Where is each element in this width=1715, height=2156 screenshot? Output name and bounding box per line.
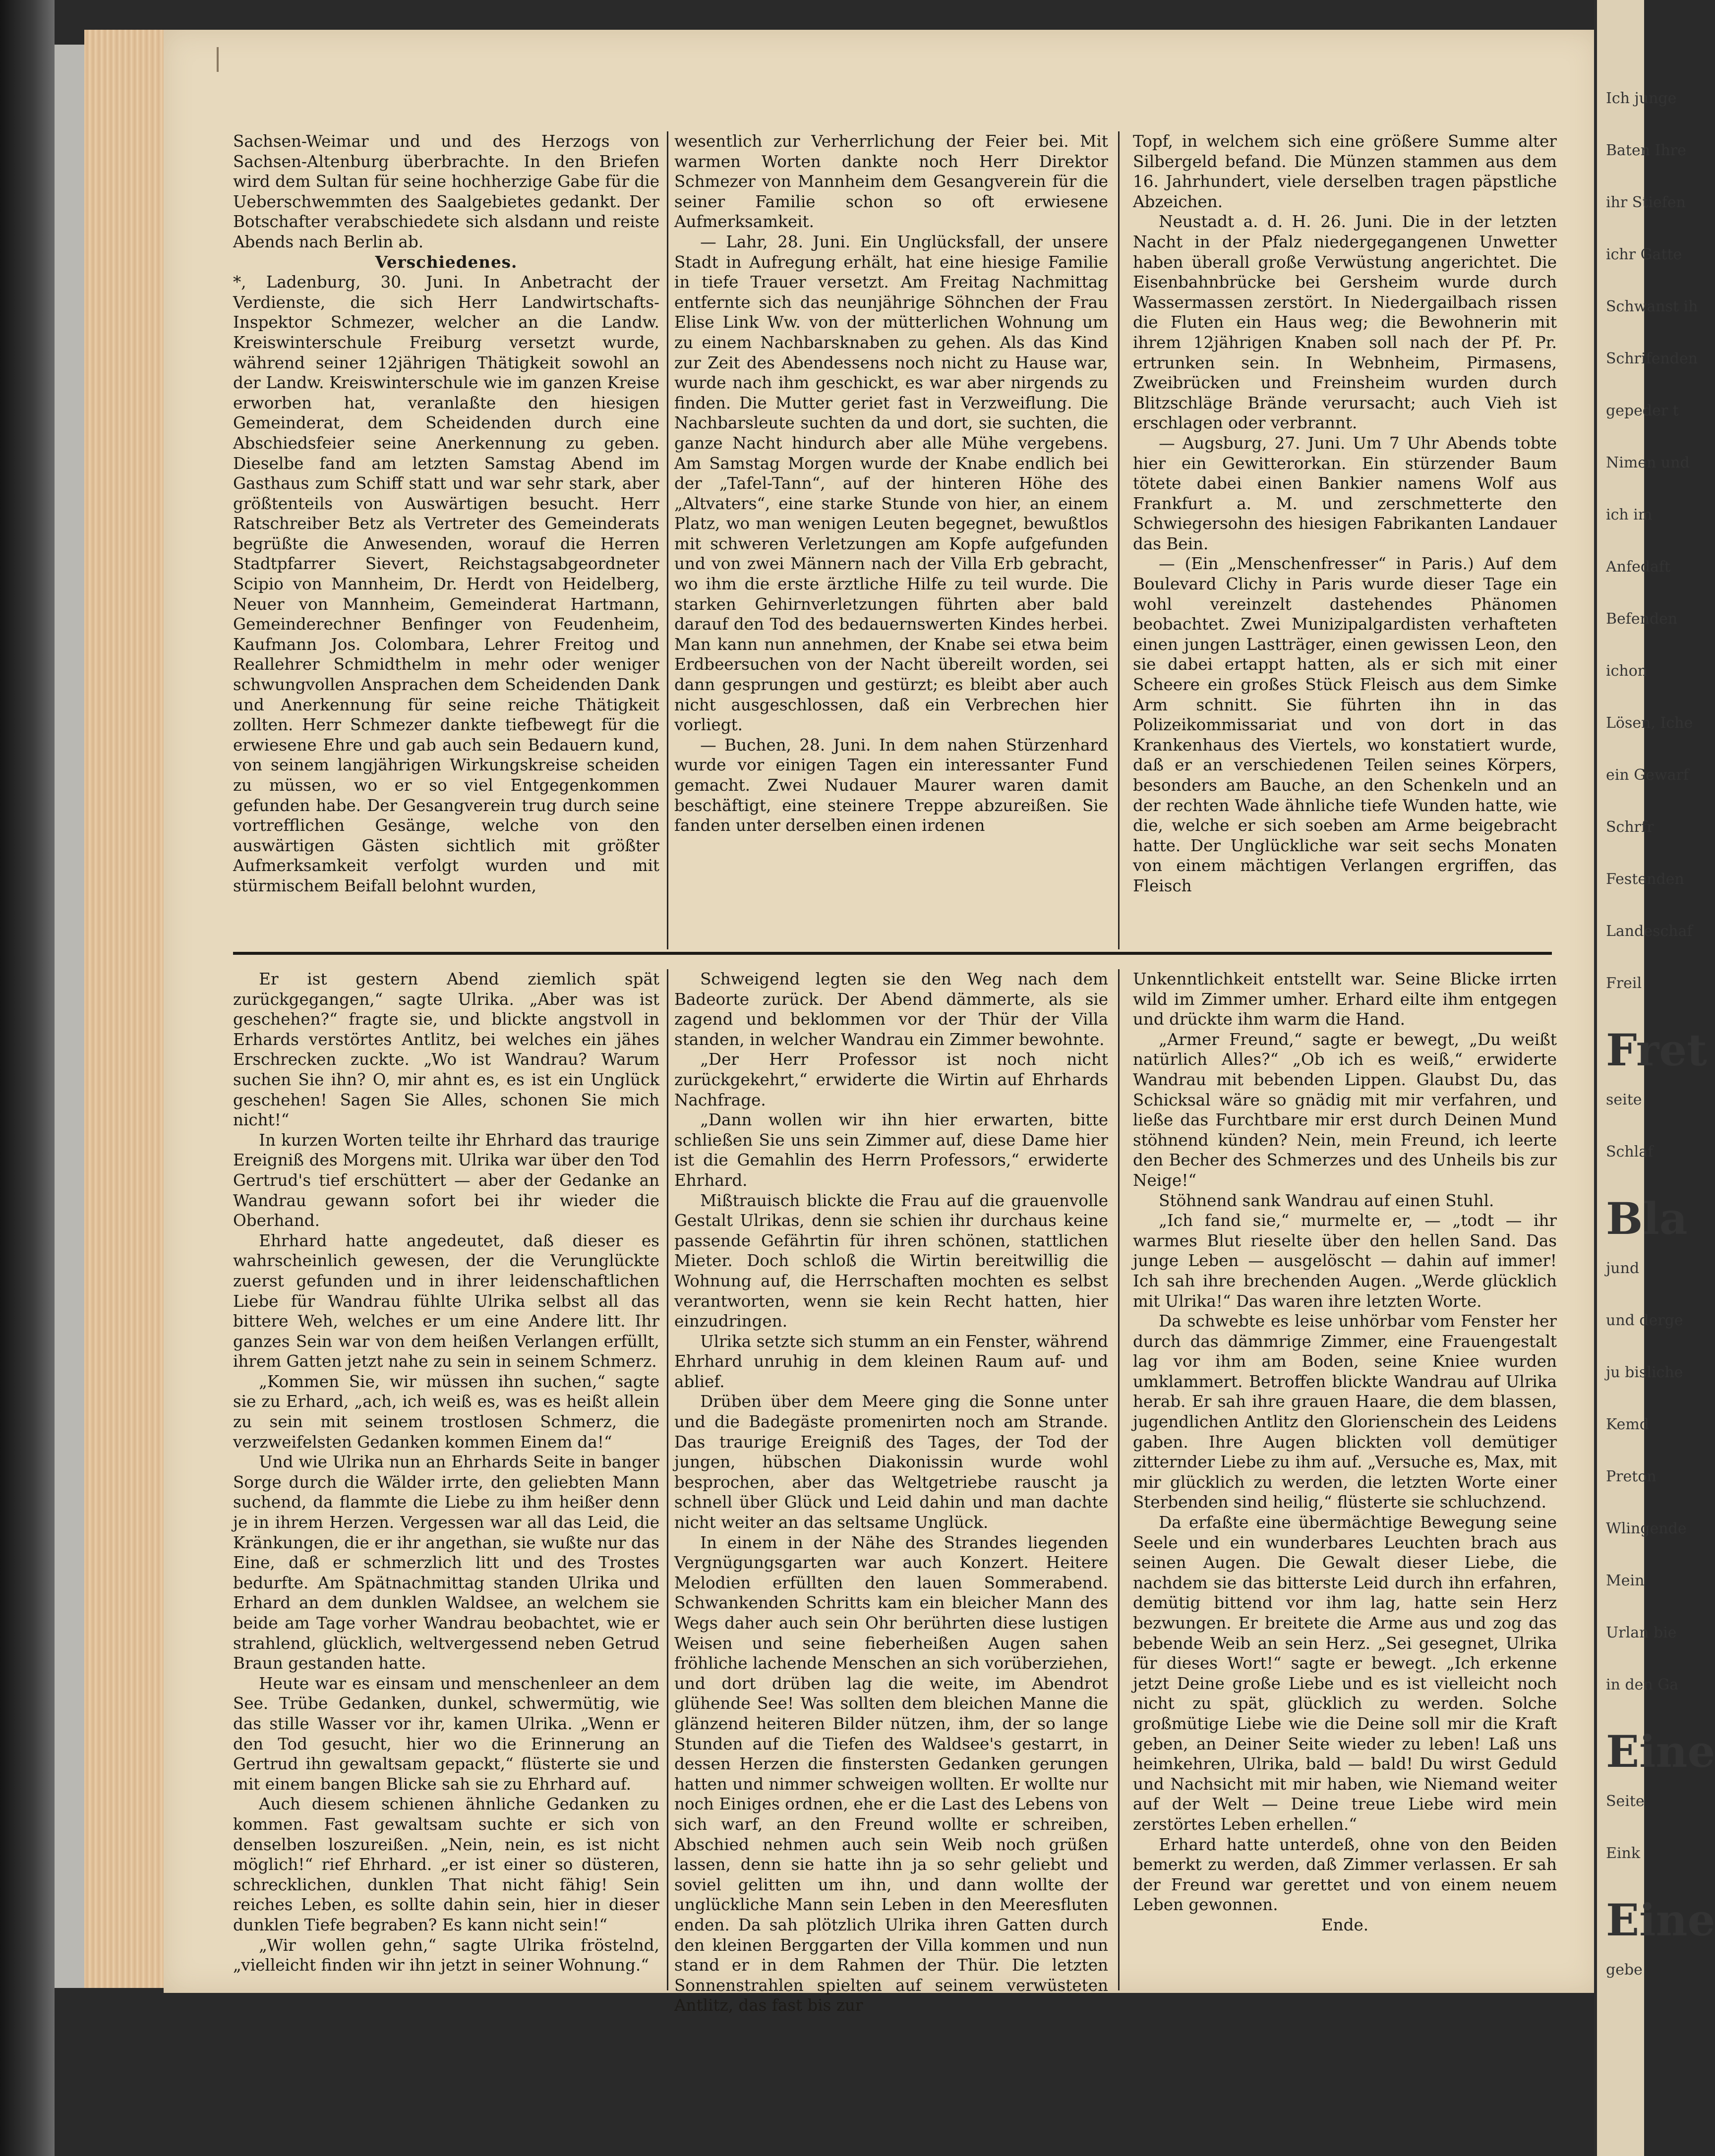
adjacent-page-fragment: Ich junge [1606, 90, 1677, 107]
adjacent-page-fragment: Landeschaf [1606, 923, 1693, 940]
article-paragraph: Stöhnend sank Wandrau auf einen Stuhl. [1159, 1191, 1494, 1210]
article-paragraph: Erhard hatte unterdeß, ohne von den Beiden bemerkt zu werden, daß Zimmer verlassen. Er sah der Freund war gerettet und von einem neuem Leben gewonnen. [1133, 1835, 1557, 1915]
article-paragraph: Schweigend legten sie den Weg nach dem Badeorte zurück. Der Abend dämmerte, als sie zagend und beklommen vor der Thür der Villa standen, in welcher Wandrau ein Zimmer bewohnte. [674, 970, 1108, 1049]
article-paragraph: Da schwebte es leise unhörbar vom Fenster her durch das dämmrige Zimmer, eine Frauengestalt lag vor ihm am Boden, seine Kniee wurden umklammert. Betroffen blickte Wandrau auf Ulrika herab. Er sah ihre grauen Haare, die dem blassen, jugendlichen Antlitz den Glorienschein des Leidens gaben. Ihre Augen blickten voll demütiger zitternder Liebe zu ihm auf. „Versuche es, Max, mit mir glücklich zu werden, die letzten Worte einer Sterbenden sind heilig,“ flüsterte sie schluchzend. [1133, 1312, 1557, 1512]
adjacent-page-fragment: Baten Ihre [1606, 142, 1686, 159]
adjacent-page-fragment: Befenden [1606, 610, 1678, 628]
article-paragraph: Auch diesem schienen ähnliche Gedanken zu kommen. Fast gewaltsam suchte er sich von denselben loszureißen. „Nein, nein, es ist nicht möglich!“ rief Ehrhard. „er ist einer so düsteren, schrecklichen, dunklen That nicht fähig! Sein reiches Leben, es sollte dahin sein, hier in dieser dunklen Tiefe begraben? Es kann nicht sein!“ [233, 1795, 659, 1934]
adjacent-page-fragment: ju bisliche [1606, 1364, 1683, 1381]
adjacent-page-fragment: gepeder t [1606, 402, 1679, 419]
adjacent-page-fragment: und derge [1606, 1312, 1683, 1329]
book-binding [0, 0, 55, 2156]
news-column-3 [1133, 131, 1557, 949]
article-paragraph: *, Ladenburg, 30. Juni. In Anbetracht der Verdienste, die sich Herr Landwirtschafts-Inspektor Schmezer, welcher an die Landw. Kreiswinterschule Freiburg versetzt wurde, während seiner 12jährigen Thätigkeit sowohl an der Landw. Kreiswinterschule wie im ganzen Kreise erworben hat, veranlaßte den hiesigen Gemeinderat, dem Scheidenden durch eine Abschiedsfeier seine Anerkennung zu geben. Dieselbe fand am letzten Samstag Abend im Gasthaus zum Schiff statt und war sehr stark, aber größtenteils von Auswärtigen besucht. Herr Ratschreiber Betz als Vertreter des Gemeinderats begrüßte die Anwesenden, worauf die Herren Stadtpfarrer Sievert, Reichstagsabgeordneter Scipio von Mannheim, Dr. Herdt von Heidelberg, Neuer von Mannheim, Gemeinderat Hartmann, Gemeinderechner Benfinger von Feudenheim, Kaufmann Jos. Colombara, Lehrer Freitog und Reallehrer Schmidthelm in mehr oder weniger schwungvollen Ansprachen dem Scheidenden Dank und Anerkennung für seine reiche Thätigkeit zollten. Herr Schmezer dankte tiefbewegt für die erwiesene Ehre und gab auch sein Bedauern kund, von seinem langjährigen Wirkungskreise scheiden zu müssen, wo er so viel Entgegenkommen gefunden habe. Der Gesangverein trug durch seine vortrefflichen Gesänge, welche von den auswärtigen Gästen sichtlich mit größter Aufmerksamkeit verfolgt wurden und mit stürmischem Beifall belohnt wurden, [233, 273, 659, 895]
article-paragraph: „Kommen Sie, wir müssen ihn suchen,“ sagte sie zu Erhard, „ach, ich weiß es, was es heißt allein zu sein mit seinem trostlosen Schmerz, die verzweifelsten Gedanken kommen Einem da!“ [233, 1372, 659, 1452]
adjacent-page-fragment: in den Ga [1606, 1676, 1679, 1693]
adjacent-page-fragment: ein Gewarf [1606, 766, 1689, 784]
adjacent-page-fragment: Schwanst ih [1606, 298, 1698, 315]
adjacent-page-fragment: Schlaf [1606, 1143, 1654, 1161]
adjacent-page-fragment: Seite [1606, 1793, 1645, 1810]
adjacent-page [1594, 0, 1715, 2156]
section-heading: Verschiedenes. [375, 252, 518, 272]
article-paragraph: Drüben über dem Meere ging die Sonne unter und die Badegäste promenirten noch am Strande. Das traurige Ereigniß des Tages, der Tod der jungen, hübschen Diakonissin wurde wohl besprochen, aber das Weltgetriebe rauscht ja schnell über Glück und Leid dahin und man dachte nicht weiter an das seltsame Unglück. [674, 1392, 1108, 1532]
adjacent-page-fragment: Bla [1606, 1193, 1688, 1244]
story-end-mark: Ende. [1321, 1915, 1369, 1934]
adjacent-page-fragment: ihr Stiefen [1606, 194, 1686, 211]
article-paragraph: In kurzen Worten teilte ihr Ehrhard das traurige Ereigniß des Morgens mit. Ulrika war über den Tod Gertrud's tief erschüttert — aber der Gedanke an Wandrau gewann sofort bei ihr wieder die Oberhand. [233, 1130, 659, 1230]
article-paragraph: Und wie Ulrika nun an Ehrhards Seite in banger Sorge durch die Wälder irrte, den geliebten Mann suchend, da flammte die Liebe zu ihm heißer denn je in ihrem Herzen. Vergessen war all das Leid, die Kränkungen, die er ihr angethan, sie wußte nur das Eine, daß er schmerzlich litt und des Trostes bedurfte. Am Spätnachmittag standen Ulrika und Erhard an dem dunklen Waldsee, an welchem sie beide am Tage vorher Wandrau beobachtet, wie er strahlend, glücklich, weltvergessend neben Getrud Braun gestanden hatte. [233, 1453, 659, 1673]
adjacent-page-fragment: Anfedaft [1606, 558, 1671, 576]
story-column-2 [674, 969, 1108, 2015]
article-paragraph: Neustadt a. d. H. 26. Juni. Die in der letzten Nacht in der Pfalz niedergegangenen Unwetter haben überall große Verwüstung angerichtet. Die Eisenbahnbrücke bei Gersheim wurde durch Wassermassen zerstört. In Niedergailbach rissen die Fluten ein Haus weg; die Bewohnerin mit ihrem 12jährigen Knaben soll nach der Pf. Pr. ertrunken sein. In Webnheim, Pirmasens, Zweibrücken und Freinsheim wurden durch Blitzschläge Brände verursacht; auch Vieh ist erschlagen oder verbrannt. [1133, 212, 1557, 433]
adjacent-page-fragment: jund [1606, 1260, 1640, 1277]
article-paragraph: wesentlich zur Verherrlichung der Feier bei. Mit warmen Worten dankte noch Herr Direktor Schmezer von Mannheim dem Gesangverein für die seiner Familie schon so oft erwiesene Aufmerksamkeit. [674, 132, 1108, 232]
adjacent-page-fragment: ichon [1606, 662, 1648, 680]
adjacent-page-fragment: Lösen, Iche [1606, 714, 1693, 732]
article-paragraph: Da erfaßte eine übermächtige Bewegung seine Seele und ein wunderbares Leuchten brach aus seinen Augen. Die Gewalt dieser Liebe, die nachdem sie das bitterste Leid durch ihn erfahren, demütig bittend vor ihm lag, hatte sein Herz bezwungen. Er breitete die Arme aus und zog das bebende Weib an sein Herz. „Sei gesegnet, Ulrika für dieses Wort!“ sagte er bewegt. „Ich erkenne jetzt Deine große Liebe und es ist vielleicht noch nicht zu spät, glücklich zu werden. Solche großmütige Liebe wie die Deine soll mir die Kraft geben, an Deiner Seite wieder zu leben! Laß uns heimkehren, Ulrika, bald — bald! Du wirst Geduld und Nachsicht mit mir haben, wie Niemand weiter auf der Welt — Deine treue Liebe wird mein zerstörtes Leben erhellen.“ [1133, 1513, 1557, 1834]
section-divider [233, 952, 1552, 955]
adjacent-page-fragment: Kemd [1606, 1416, 1650, 1433]
adjacent-page-fragment: Eine [1606, 1726, 1715, 1777]
adjacent-page-fragment: Wlingende [1606, 1520, 1687, 1537]
adjacent-page-fragment: Mein [1606, 1572, 1645, 1589]
adjacent-page-fragment: seite [1606, 1091, 1642, 1108]
article-paragraph: — Buchen, 28. Juni. In dem nahen Stürzenhard wurde vor einigen Tagen ein interessanter Fund gemacht. Zwei Nudauer Maurer waren damit beschäftigt, eine steinere Treppe abzureißen. Sie fanden unter derselben einen irdenen [674, 735, 1108, 835]
news-column-2 [674, 131, 1108, 949]
adjacent-page-fragment: Nimen und [1606, 454, 1690, 471]
column-rule [1118, 131, 1120, 949]
story-column-1 [233, 969, 659, 1990]
adjacent-page-fragment: Eink [1606, 1845, 1640, 1862]
article-paragraph: In einem in der Nähe des Strandes liegenden Vergnügungsgarten war auch Konzert. Heitere Melodien erfüllten den lauen Sommerabend. Schwankenden Schritts kam ein bleicher Mann des Wegs daher auch sein Ohr berührten diese lustigen Weisen und seine fieberheißen Augen sahen fröhliche lachende Menschen an sich vorüberziehen, und dort drüben lag die weite, im Abendrot glühende See! Was sollten dem bleichen Manne die glänzend heiteren Bilder nützen, ihm, der so lange Stunden auf die Tiefen des Waldsee's gestarrt, in dessen Herzen die finstersten Gedanken gerungen hatten und nimmer schweigen wollten. Er wollte nur noch Einiges ordnen, ehe er die Last des Lebens von sich warf, an den Freund wollte er schreiben, Abschied nehmen auch sein Weib noch grüßen lassen, denn sie hatte ihn ja so sehr geliebt und soviel gelitten um ihn, und dann wollte der unglückliche Mann sein Leben in den Meeresfluten enden. Da sah plötzlich Ulrika ihren Gatten durch den kleinen Berggarten der Villa kommen und nun stand er in dem Rahmen der Thür. Die letzten Sonnenstrahlen spielten auf seinem verwüsteten Antlitz, das fast bis zur [674, 1533, 1108, 2015]
article-paragraph: „Armer Freund,“ sagte er bewegt, „Du weißt natürlich Alles?“ „Ob ich es weiß,“ erwiderte Wandrau mit bebenden Lippen. Glaubst Du, das Schicksal wäre so gnädig mit mir verfahren, und ließe das Furchtbare mir erst durch Deinen Mund stöhnend künden? Nein, mein Freund, ich leerte den Becher des Schmerzes und des Unheils bis zur Neige!“ [1133, 1030, 1557, 1190]
article-paragraph: „Ich fand sie,“ murmelte er, — „todt — ihr warmes Blut rieselte über den hellen Sand. Das junge Leben — ausgelöscht — dahin auf immer! Ich sah ihre brechenden Augen. „Werde glücklich mit Ulrika!“ Das waren ihre letzten Worte. [1133, 1211, 1557, 1311]
article-paragraph: — Augsburg, 27. Juni. Um 7 Uhr Abends tobte hier ein Gewitterorkan. Ein stürzender Baum tötete dabei einen Bankier namens Wolf aus Frankfurt a. M. und zerschmetterte den Schwiegersohn des hiesigen Fabrikanten Landauer das Bein. [1133, 433, 1557, 553]
adjacent-page-fragment: gebe [1606, 1961, 1643, 1979]
news-column-1 [233, 131, 659, 949]
adjacent-page-fragment: Schrifenden [1606, 350, 1698, 367]
article-paragraph: — (Ein „Menschenfresser“ in Paris.) Auf dem Boulevard Clichy in Paris wurde dieser Tage ein wohl vereinzelt dastehendes Phänomen beobachtet. Zwei Munizipalgardisten verhafteten einen jungen Lastträger, einen gewissen Leon, den sie dabei ertappt hatten, als er sich mit einer Scheere ein großes Stück Fleisch aus dem Simke Arm schnitt. Sie führten ihn in das Polizeikommissariat und von dort in das Krankenhaus des Viertels, wo konstatiert wurde, daß er an verschiedenen Teilen seines Körpers, besonders am Bauche, an den Schenkeln und an der rechten Wade ähnliche tiefe Wunden hatte, wie die, welche er sich soeben am Arme beigebracht hatte. Der Unglückliche war seit sechs Monaten von einem mächtigen Verlangen ergriffen, das Fleisch [1133, 554, 1557, 895]
adjacent-page-fragment: Eine [1606, 1894, 1715, 1946]
article-paragraph: Heute war es einsam und menschenleer an dem See. Trübe Gedanken, dunkel, schwermütig, wie das stille Wasser vor ihr, kamen Ulrika. „Wenn er den Tod gesucht, hier wo die Erinnerung an Gertrud ihn gewaltsam gepackt,“ flüsterte sie und mit einem bangen Blicke sah sie zu Ehrhard auf. [233, 1674, 659, 1794]
column-rule [1118, 969, 1120, 1990]
story-column-3 [1133, 969, 1557, 1990]
article-paragraph: Sachsen-Weimar und und des Herzogs von Sachsen-Altenburg überbrachte. In den Briefen wird dem Sultan für seine hochherzige Gabe für die Ueberschwemmten des Saalgebietes gedankt. Der Botschafter verabschiedete sich alsdann und reiste Abends nach Berlin ab. [233, 132, 659, 251]
article-paragraph: Ulrika setzte sich stumm an ein Fenster, während Ehrhard unruhig in dem kleinen Raum auf- und ablief. [674, 1332, 1108, 1391]
adjacent-page-fragment: ichr Gatte [1606, 246, 1682, 263]
adjacent-page-fragment: Fret [1606, 1024, 1707, 1076]
article-paragraph: Unkenntlichkeit entstellt war. Seine Blicke irrten wild im Zimmer umher. Erhard eilte ihm entgegen und drückte ihm warm die Hand. [1133, 970, 1557, 1029]
article-paragraph: — Lahr, 28. Juni. Ein Unglücksfall, der unsere Stadt in Aufregung erhält, hat eine hiesige Familie in tiefe Trauer versetzt. Am Freitag Nachmittag entfernte sich das neunjährige Söhnchen der Frau Elise Link Ww. von der mütterlichen Wohnung um zu einem Nachbarsknaben zu gehen. Als das Kind zur Zeit des Abendessens noch nicht zu Hause war, wurde nach ihm geschickt, es war aber nirgends zu finden. Die Mutter geriet fast in Verzweiflung. Die Nachbarsleute suchten da und dort, sie suchten, die ganze Nacht hindurch aber alle Mühe vergebens. Am Samstag Morgen wurde der Knabe endlich bei der „Tafel-Tann“, auf der hinteren Höhe des „Altvaters“, eine starke Stunde von hier, an einem Platz, wo man wenigen Leuten begegnet, bewußtlos mit schweren Verletzungen am Kopfe aufgefunden und von zwei Männern nach der Villa Erb gebracht, wo ihm die erste ärztliche Hilfe zu teil wurde. Die starken Gehirnverletzungen führten aber bald darauf den Tod des bedauernswerten Kindes herbei. Man kann nun annehmen, der Knabe sei etwa beim Erdbeersuchen von der Nacht übereilt worden, sei dann gesprungen und gestürzt; es bleibt aber auch nicht ausgeschlossen, daß ein Verbrechen hier vorliegt. [674, 232, 1108, 735]
column-rule [667, 969, 668, 1990]
page-edges [84, 30, 169, 1988]
article-paragraph: „Dann wollen wir ihn hier erwarten, bitte schließen Sie uns sein Zimmer auf, diese Dame hier ist die Gemahlin des Herrn Professors,“ erwiderte Ehrhard. [674, 1110, 1108, 1190]
adjacent-page-fragment: Freil [1606, 975, 1642, 992]
article-paragraph: „Der Herr Professor ist noch nicht zurückgekehrt,“ erwiderte die Wirtin auf Ehrhards Nachfrage. [674, 1050, 1108, 1109]
article-paragraph: Mißtrauisch blickte die Frau auf die grauenvolle Gestalt Ulrikas, denn sie schien ihr durchaus keine passende Gefährtin für ihren schönen, stattlichen Mieter. Doch schloß die Wirtin bereitwillig die Wohnung auf, die Herrschaften mochten es selbst verantworten, wenn sie kein Recht hatten, hier einzudringen. [674, 1191, 1108, 1331]
article-paragraph: Er ist gestern Abend ziemlich spät zurückgegangen,“ sagte Ulrika. „Aber was ist geschehen?“ fragte sie, und blickte angstvoll in Erhards verstörtes Antlitz, bei welches ein jähes Erschrecken zuckte. „Wo ist Wandrau? Warum suchen Sie ihn? O, mir ahnt es, es ist ein Unglück geschehen! Sagen Sie Alles, schonen Sie mich nicht!“ [233, 970, 659, 1130]
article-paragraph: Ehrhard hatte angedeutet, daß dieser es wahrscheinlich gewesen, der die Verunglückte zuerst gefunden und in ihrer leidenschaftlichen Liebe für Wandrau fühlte Ulrika selbst all das bittere Weh, welches er um eine Andere litt. Ihr ganzes Sein war von dem heißen Verlangen erfüllt, ihrem Gatten jetzt nahe zu sein in seinem Schmerz. [233, 1231, 659, 1371]
pencil-mark [217, 47, 219, 72]
adjacent-page-fragment: Schrfr [1606, 818, 1654, 836]
article-paragraph: Topf, in welchem sich eine größere Summe alter Silbergeld befand. Die Münzen stammen aus dem 16. Jahrhundert, viele derselben tragen päpstliche Abzeichen. [1133, 132, 1557, 211]
column-rule [667, 131, 668, 949]
adjacent-page-fragment: Urlan bie [1606, 1624, 1677, 1641]
adjacent-page-fragment: Preton [1606, 1468, 1656, 1485]
adjacent-page-fragment: ich im [1606, 506, 1653, 524]
adjacent-page-fragment: Festenden [1606, 871, 1684, 888]
article-paragraph: „Wir wollen gehn,“ sagte Ulrika fröstelnd, „vielleicht finden wir ihn jetzt in seiner Wohnung.“ [233, 1935, 659, 1975]
